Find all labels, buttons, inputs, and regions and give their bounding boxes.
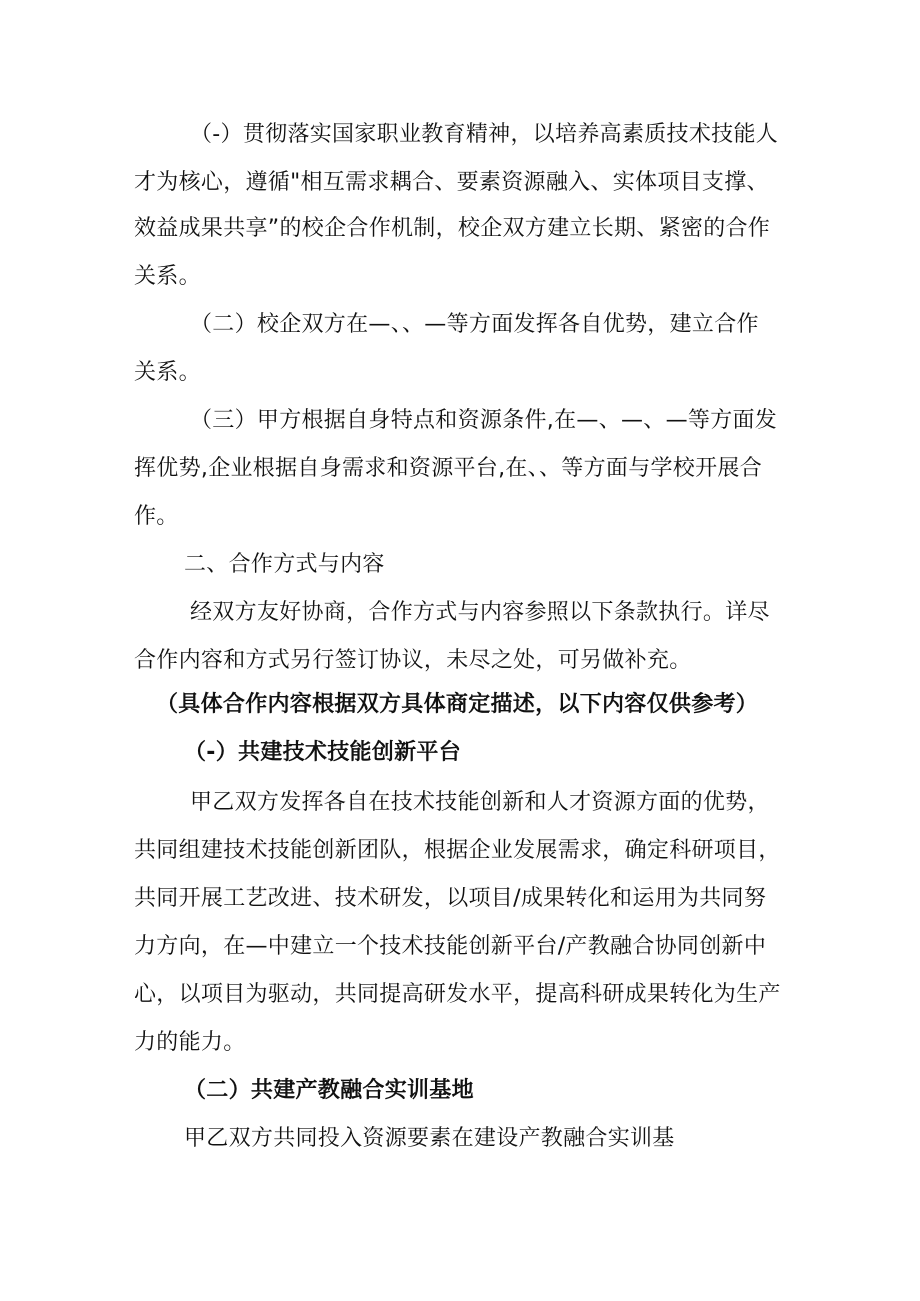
subheading-2: （二）共建产教融合实训基地 [184,1078,474,1103]
para6-line1: 甲乙双方共同投入资源要素在建设产教融合实训基 [184,1126,675,1151]
para4-line2: 合作内容和方式另行签订协议，未尽之处，可另做补充。 [134,648,692,673]
reference-note: （具体合作内容根据双方具体商定描述，以下内容仅供参考） [156,692,759,717]
para1-line4: 关系。 [134,264,201,289]
para1-line3: 效益成果共享”的校企合作机制，校企双方建立长期、紧密的合作 [134,216,771,241]
para2-line1: （二）校企双方在—、、—等方面发挥各自优势，建立合作 [190,312,759,337]
para5-line3: 共同开展工艺改进、技术研发，以项目/成果转化和运用为共同努 [134,886,767,911]
para3-line1: （三）甲方根据自身特点和资源条件,在—、—、—等方面发 [190,408,778,433]
para5-line6: 力的能力。 [134,1030,246,1055]
section-heading-2: 二、合作方式与内容 [184,552,385,577]
para4-line1: 经双方友好协商，合作方式与内容参照以下条款执行。详尽 [190,600,770,625]
para3-line2: 挥优势,企业根据自身需求和资源平台,在、、等方面与学校开展合 [134,456,762,481]
para5-line4: 力方向，在—中建立一个技术技能创新平台/产教融合协同创新中 [134,934,767,959]
para1-line1: （-）贯彻落实国家职业教育精神，以培养高素质技术技能人 [190,122,779,147]
para5-line5: 心，以项目为驱动，共同提高研发水平，提高科研成果转化为生产 [134,982,781,1007]
para3-line3: 作。 [134,504,179,529]
para5-line1: 甲乙双方发挥各自在技术技能创新和人才资源方面的优势， [190,790,770,815]
para1-line2: 才为核心，遵循"相互需求耦合、要素资源融入、实体项目支撑、 [134,170,769,195]
para2-line2: 关系。 [134,360,201,385]
subheading-1: （-）共建技术技能创新平台 [184,740,462,765]
para5-line2: 共同组建技术技能创新团队，根据企业发展需求，确定科研项目， [134,838,781,863]
